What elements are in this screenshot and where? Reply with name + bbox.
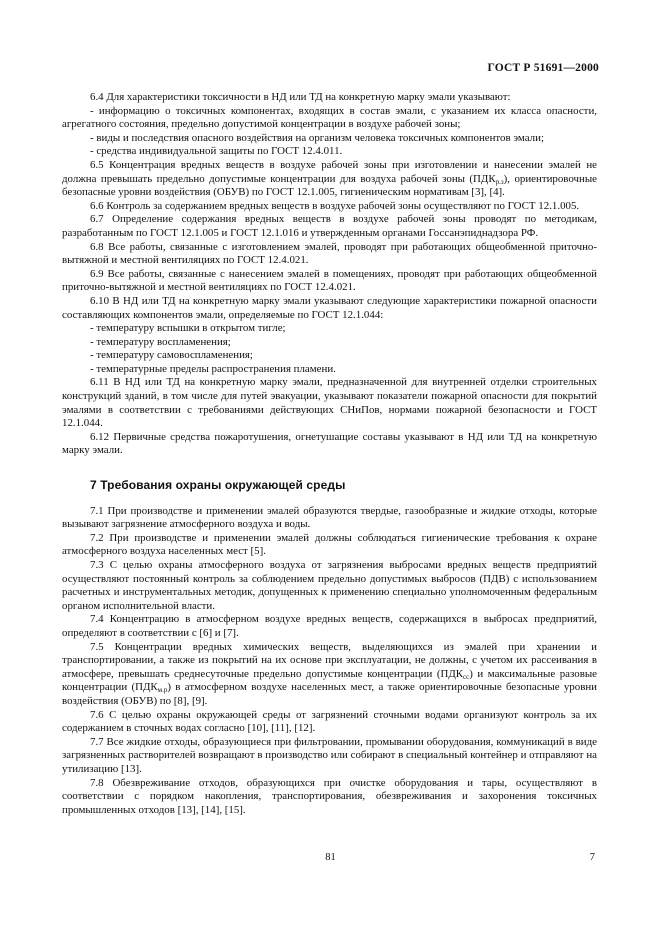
paragraph-6-4: 6.4 Для характеристики токсичности в НД или ТД на конкретную марку эмали указывают: <box>90 91 511 103</box>
paragraph-7-2: 7.2 При производстве и применении эмалей должны соблюдаться гигиенические требования к охране атмосферного воздуха населенных мест [5]. <box>62 531 597 558</box>
list-item: - информацию о токсичных компонентах, входящих в состав эмали, с указанием их класса опасности, агрегатного состояния, предельно допустимой концентрации в воздухе рабочей зоны; <box>62 104 597 131</box>
paragraph-7-8: 7.8 Обезвреживание отходов, образующихся при очистке оборудования и тары, осуществляют в соответствии с порядком накопления, транспортирования, обезвреживания и захоронения токсичных промышленных отходов [13], [14], [15]. <box>62 776 597 816</box>
paragraph-7-5 <box>62 641 597 709</box>
section-7-heading: 7 Требования охраны окружающей среды <box>90 478 346 493</box>
paragraph-6-5-text-b: ), ориентировочные безопасные уровни воздействия (ОБУВ) по ГОСТ 12.1.005, гигиеническим нормативам [3], [4]. <box>62 172 597 199</box>
list-item: - температуру воспламенения; <box>90 335 231 348</box>
paragraph-6-12: 6.12 Первичные средства пожаротушения, огнетушащие составы указывают в НД или ТД на конкретную марку эмали. <box>62 430 597 457</box>
paragraph-7-3: 7.3 С целью охраны атмосферного воздуха от загрязнения выбросами вредных веществ предприятий осуществляют постоянный контроль за соблюдением предельно допустимых выбросов (ПДВ) с использованием расчетных и инструментальных методик, допущенных к применению специально уполномоченным федеральным органом исполнительной власти. <box>62 559 597 612</box>
list-item: - температуру вспышки в открытом тигле; <box>90 322 286 335</box>
list-item: - средства индивидуальной защиты по ГОСТ 12.4.011. <box>90 145 343 158</box>
paragraph-6-9: 6.9 Все работы, связанные с нанесением эмалей в помещениях, проводят при работающих общеобменной приточно-вытяжной и местной вентиляциях по ГОСТ 12.4.021. <box>62 267 597 294</box>
paragraph-6-5-text-a: 6.5 Концентрация вредных веществ в воздухе рабочей зоны при изготовлении и нанесении эмалей не должна превышать предельно допустимые концентрации для воздуха рабочей зоны (ПДК <box>62 158 597 185</box>
list-item: - температурные пределы распространения пламени. <box>90 362 336 375</box>
paragraph-6-7: 6.7 Определение содержания вредных веществ в воздухе рабочей зоны проводят по методикам, разработанным по ГОСТ 12.1.005 и ГОСТ 12.1.016 и утвержденным органами Госсанэпиднадзора РФ. <box>62 213 597 239</box>
paragraph-6-11: 6.11 В НД или ТД на конкретную марку эмали, предназначенной для внутренней отделки строительных конструкций зданий, в том числе для путей эвакуации, указывают показатели пожарной опасности для покрытий эмалями в соответствии с требованиями действующих СНиПов, нормами пожарной безопасности и ГОСТ 12.1.044. <box>62 376 597 430</box>
paragraph-7-5-text-c: ) в атмосферном воздухе населенных мест, а также ориентировочные безопасные уровни воздействия (ОБУВ) по [8], [9]. <box>62 681 597 707</box>
list-item: - виды и последствия опасного воздействия на организм человека токсичных компонентов эмали; <box>90 131 544 144</box>
paragraph-7-4: 7.4 Концентрацию в атмосферном воздухе вредных веществ, содержащихся в выбросах предприятий, определяют в соответствии с [6] и [7]. <box>62 613 597 639</box>
paragraph-7-5-text-a: 7.5 Концентрации вредных химических веществ, выделяющихся из эмалей при хранении и транспортировании, а также из покрытий на их основе при эксплуатации, не должны, с учетом их рассеивания в атмосфере, превышать среднесуточные предельно допустимые концентрации (ПДК <box>62 640 597 680</box>
paragraph-6-8: 6.8 Все работы, связанные с изготовлением эмалей, проводят при работающих общеобменной приточно-вытяжной и местной вентиляциях по ГОСТ 12.4.021. <box>62 240 597 267</box>
document-body <box>62 91 597 817</box>
subscript-mr: м.р <box>157 686 168 695</box>
page-number-right: 7 <box>589 852 595 863</box>
page-number-center: 81 <box>325 852 336 863</box>
paragraph-6-5 <box>62 159 597 200</box>
paragraph-7-5-text-b: ) и максимальные разовые концентрации (ПДК <box>62 667 597 694</box>
paragraph-6-10: 6.10 В НД или ТД на конкретную марку эмали указывают следующие характеристики пожарной опасности составляющих компонентов эмали, определяемые по ГОСТ 12.1.044: <box>62 294 597 321</box>
subscript-rz: р.з <box>495 177 504 186</box>
subscript-ss: сс <box>463 672 470 681</box>
paragraph-6-6: 6.6 Контроль за содержанием вредных веществ в воздухе рабочей зоны осуществляют по ГОСТ 12.1.005. <box>90 199 580 212</box>
paragraph-7-7: 7.7 Все жидкие отходы, образующиеся при фильтровании, промывании оборудования, коммуникаций в виде загрязненных растворителей возвращают в производство или собирают в специальный контейнер и отправляют на утилизацию [13]. <box>62 735 597 775</box>
paragraph-7-1: 7.1 При производстве и применении эмалей образуются твердые, газообразные и жидкие отходы, которые вызывают загрязнение атмосферного воздуха и воды. <box>62 504 597 531</box>
paragraph-7-6: 7.6 С целью охраны окружающей среды от загрязнений сточными водами организуют контроль за их содержанием в сточных водах согласно [10], [11], [12]. <box>62 708 597 735</box>
list-item: - температуру самовоспламенения; <box>90 349 253 362</box>
document-header: ГОСТ Р 51691—2000 <box>487 62 599 74</box>
